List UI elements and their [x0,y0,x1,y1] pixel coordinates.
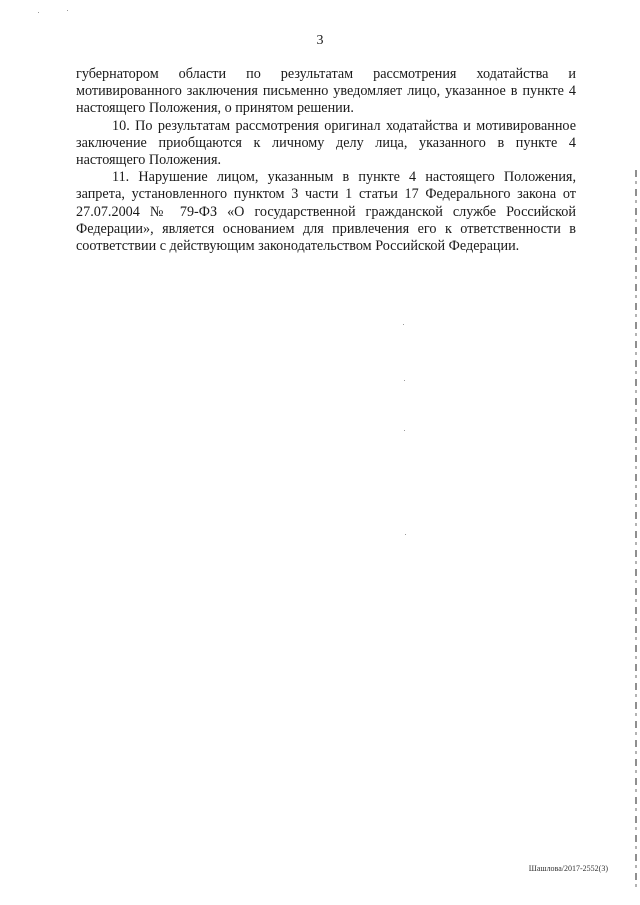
scan-speck [67,10,68,11]
scan-speck [404,430,405,431]
scan-speck [403,324,404,325]
scan-edge-artifact [635,170,637,890]
page-number: 3 [316,33,324,48]
paragraph-continued: губернатором области по результатам рассмотрения ходатайства и мотивированного заключения письменно уведомляет лицо, указанное в пункте 4 настоящего Положения, о принятом решении. [76,66,576,117]
document-code: Шашлова/2017-2552(3) [528,864,608,873]
scan-speck [405,534,406,535]
paragraph-11: 11. Нарушение лицом, указанным в пункте 4 настоящего Положения, запрета, установленного пунктом 3 части 1 статьи 17 Федерального закона от 27.07.2004 № 79-ФЗ «О государственной гражданской службе Российской Федерации», является основанием для привлечения его к ответственности в соответствии с действующим законодательством Российской Федерации. [76,169,576,255]
document-body [76,66,576,255]
scan-speck [404,380,405,381]
scan-speck [38,12,39,13]
paragraph-10: 10. По результатам рассмотрения оригинал ходатайства и мотивированное заключение приобщаются к личному делу лица, указанного в пункте 4 настоящего Положения. [76,117,576,169]
